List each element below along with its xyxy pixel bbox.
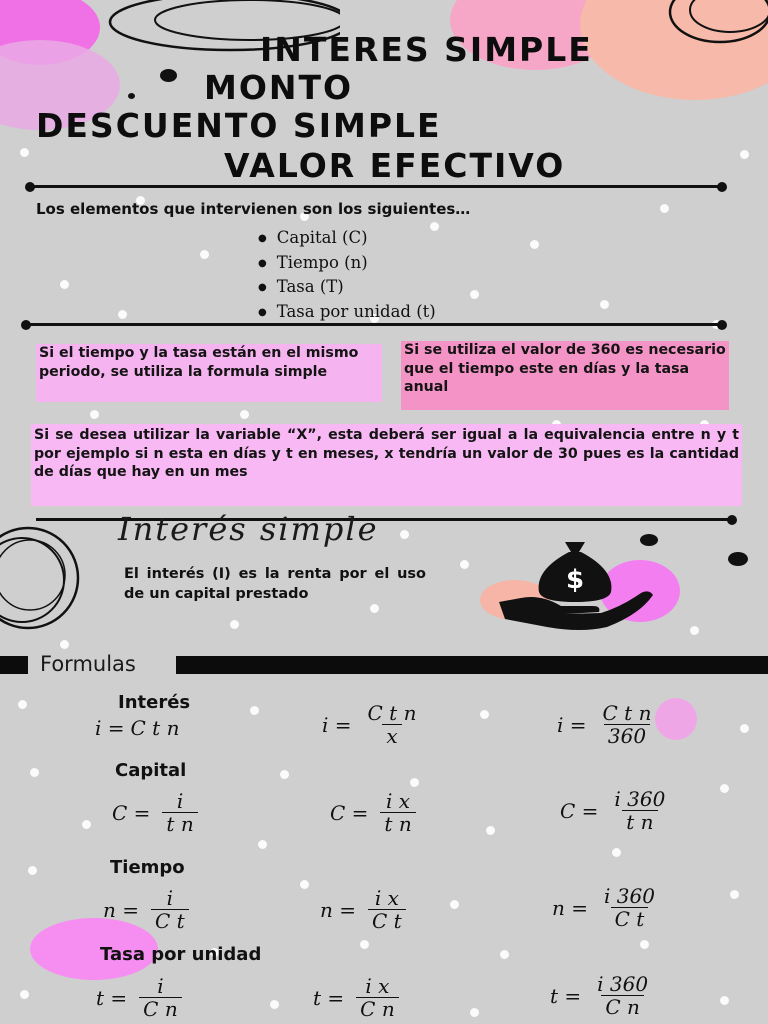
formula-denominator: t n xyxy=(162,812,197,835)
title-line-3: DESCUENTO SIMPLE xyxy=(36,106,442,145)
decor-swirl-left xyxy=(0,520,100,640)
note-box-variable-x: Si se desea utilizar la variable “X”, esta deberá ser igual a la equivalencia entre n y t por ejemplo si n esta en días y t en meses, x tendría un valor de 30 pues es la cantidad de días que hay en un mes xyxy=(31,424,742,506)
formula xyxy=(320,887,406,932)
note-box-360: Si se utiliza el valor de 360 es necesario que el tiempo este en días y la tasa anual xyxy=(401,341,729,410)
formula-denominator: t n xyxy=(622,810,657,833)
list-item: ● Capital (C) xyxy=(258,227,436,252)
formula-numerator: i 360 xyxy=(597,972,649,996)
formula xyxy=(550,973,652,1018)
formula-numerator: i x xyxy=(374,886,399,910)
decor-black-dot xyxy=(160,69,177,82)
decor-swirl-top-right xyxy=(660,0,768,60)
formula-group-label: Interés xyxy=(118,692,191,713)
divider-dot xyxy=(25,182,35,192)
formula-lhs: n = xyxy=(552,895,588,920)
formula-lhs: C = xyxy=(560,798,599,823)
formula xyxy=(552,885,659,930)
formula-denominator: x xyxy=(382,724,401,747)
formula xyxy=(95,716,179,740)
formula xyxy=(96,975,182,1020)
formula-lhs: t = xyxy=(550,983,582,1008)
formula-denominator: C t xyxy=(611,907,649,930)
list-item: ● Tasa por unidad (t) xyxy=(258,301,436,326)
formula-numerator: i 360 xyxy=(614,787,666,811)
formula-denominator: C t xyxy=(368,909,406,932)
intro-text: Los elementos que intervienen son los siguientes… xyxy=(36,200,471,218)
formula xyxy=(330,790,416,835)
decor-blob-lilac-formula xyxy=(655,698,697,740)
title-line-2: MONTO xyxy=(204,68,354,107)
list-item: ● Tiempo (n) xyxy=(258,252,436,277)
title-line-4: VALOR EFECTIVO xyxy=(224,146,566,185)
formula-expr: C t n xyxy=(130,716,180,740)
formulas-bar-left xyxy=(0,656,28,674)
formula-lhs: C = xyxy=(112,800,151,825)
formula-lhs: t = xyxy=(313,985,345,1010)
formula-numerator: i 360 xyxy=(604,884,655,908)
divider xyxy=(30,185,722,188)
formula xyxy=(557,702,655,747)
note-box-same-period: Si el tiempo y la tasa están en el mismo periodo, se utiliza la formula simple xyxy=(36,344,382,402)
decor-black-dot xyxy=(728,552,748,566)
section-heading: Interés simple xyxy=(118,510,379,548)
money-bag-hand-icon xyxy=(495,536,665,632)
formula xyxy=(112,790,198,835)
formula xyxy=(103,887,189,932)
formula-denominator: C n xyxy=(139,997,182,1020)
formula-numerator: i xyxy=(157,974,164,998)
formula-group-label: Capital xyxy=(115,760,187,781)
svg-text:$: $ xyxy=(565,565,585,595)
formula-numerator: i xyxy=(176,789,184,813)
formula-lhs: i = xyxy=(557,712,587,737)
divider-dot xyxy=(717,182,727,192)
formula xyxy=(560,788,669,833)
formula-group-label: Tasa por unidad xyxy=(100,944,262,965)
formula-numerator: C t n xyxy=(602,701,652,725)
formula-lhs: i = xyxy=(322,712,352,737)
divider-dot xyxy=(717,320,727,330)
formula xyxy=(313,975,399,1020)
divider-dot xyxy=(21,320,31,330)
formula-denominator: C n xyxy=(601,995,644,1018)
formula-lhs: t = xyxy=(96,985,128,1010)
formula-numerator: i x xyxy=(386,789,411,813)
formula-group-label: Tiempo xyxy=(110,857,185,878)
formulas-label: Formulas xyxy=(40,652,136,676)
section-description: El interés (I) es la renta por el uso de un capital prestado xyxy=(124,566,426,602)
formula-lhs: n = xyxy=(320,897,356,922)
formula-denominator: 360 xyxy=(604,724,650,747)
title-line-1: INTERES SIMPLE xyxy=(260,30,593,69)
formula xyxy=(322,702,420,747)
list-item: ● Tasa (T) xyxy=(258,276,436,301)
formula-denominator: t n xyxy=(380,812,415,835)
formula-denominator: C n xyxy=(356,997,399,1020)
formula-numerator: C t n xyxy=(367,701,417,725)
formula-lhs: n = xyxy=(103,897,139,922)
divider-dot xyxy=(727,515,737,525)
decor-black-dot xyxy=(128,93,135,99)
formula-lhs: i = xyxy=(95,716,125,740)
formula-numerator: i x xyxy=(365,974,390,998)
formulas-bar-right xyxy=(176,656,768,674)
elements-list xyxy=(258,227,436,325)
formula-denominator: C t xyxy=(151,909,189,932)
formula-lhs: C = xyxy=(330,800,369,825)
divider xyxy=(26,323,722,326)
formula-numerator: i xyxy=(166,886,174,910)
